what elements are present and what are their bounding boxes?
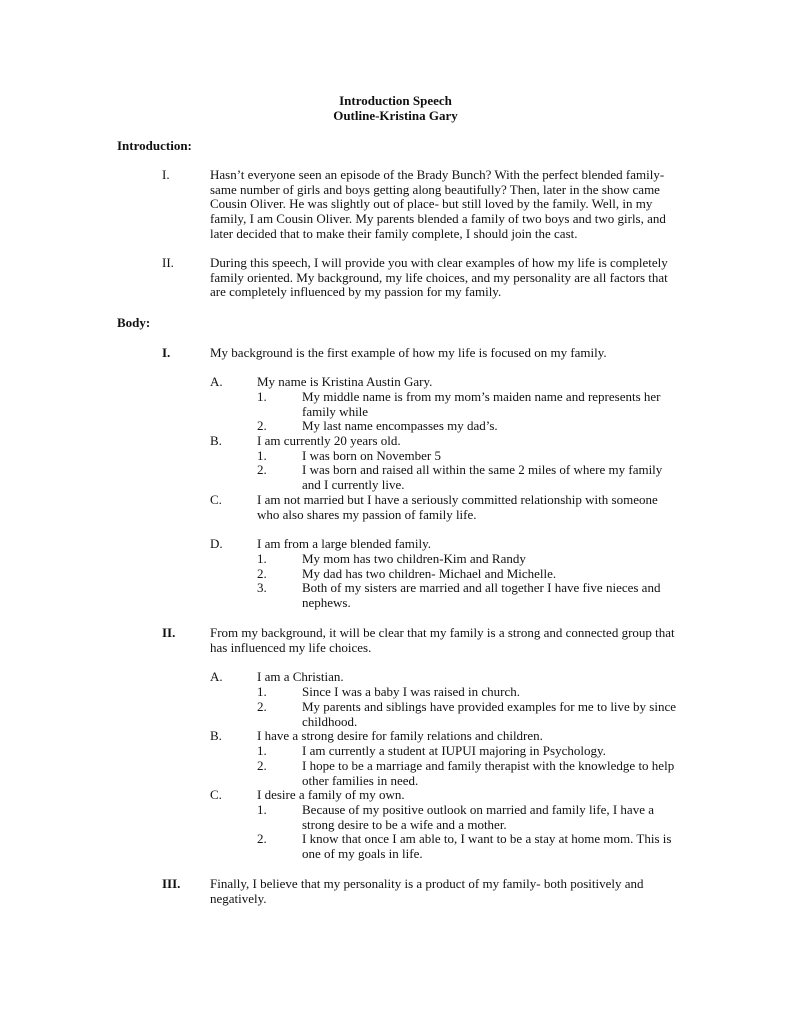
document-subtitle: Outline-Kristina Gary <box>333 108 458 123</box>
subpoint-label: 3. <box>257 580 267 595</box>
subpoint-text: My parents and siblings have provided examples for me to live by since childhood. <box>302 699 677 729</box>
intro-item-text: During this speech, I will provide you with clear examples of how my life is completely family oriented. My background, my life choices, and my personality are all factors that are completely influenced by my passion for my family. <box>210 255 668 300</box>
point-label: D. <box>210 536 223 551</box>
point-label: C. <box>210 492 222 507</box>
subpoint-text: My dad has two children- Michael and Michelle. <box>302 566 557 581</box>
subpoint-text: Because of my positive outlook on married and family life, I have a strong desire to be a wife and a mother. <box>302 802 654 832</box>
subpoint-label: 1. <box>257 448 267 463</box>
point-label: A. <box>210 669 223 684</box>
point-text: I am a Christian. <box>257 669 344 684</box>
subpoint-label: 1. <box>257 684 267 699</box>
subpoint-text: I was born and raised all within the same 2 miles of where my family and I currently live. <box>302 462 663 492</box>
body-section-text: My background is the first example of how my life is focused on my family. <box>210 345 607 360</box>
point-text: My name is Kristina Austin Gary. <box>257 374 433 389</box>
body-section-label: I. <box>162 345 171 360</box>
intro-item-text: Hasn’t everyone seen an episode of the Brady Bunch? With the perfect blended family-same number of girls and boys getting along beautifully? Then, later in the show came Cousin Oliver. He was slightly out of place- but still loved by the family. Well, in my family, I am Cousin Oliver. My parents blended a family of two boys and two girls, and later decided that to make their family complete, I should join the cast. <box>210 167 666 241</box>
point-text: I am currently 20 years old. <box>257 433 401 448</box>
subpoint-text: I am currently a student at IUPUI majoring in Psychology. <box>302 743 606 758</box>
subpoint-text: My mom has two children-Kim and Randy <box>302 551 526 566</box>
subpoint-label: 1. <box>257 802 267 817</box>
subpoint-label: 1. <box>257 551 267 566</box>
subpoint-label: 2. <box>257 462 267 477</box>
subpoint-text: I hope to be a marriage and family therapist with the knowledge to help other families in need. <box>302 758 675 788</box>
point-text: I am from a large blended family. <box>257 536 431 551</box>
point-label: A. <box>210 374 223 389</box>
subpoint-label: 2. <box>257 831 267 846</box>
subpoint-label: 2. <box>257 566 267 581</box>
subpoint-label: 2. <box>257 418 267 433</box>
body-section-label: II. <box>162 625 176 640</box>
body-section-text: Finally, I believe that my personality is a product of my family- both positively and negatively. <box>210 876 644 906</box>
point-label: C. <box>210 787 222 802</box>
document-title: Introduction Speech <box>339 93 452 108</box>
point-text: I have a strong desire for family relations and children. <box>257 728 543 743</box>
subpoint-text: Both of my sisters are married and all together I have five nieces and nephews. <box>302 580 661 610</box>
introduction-heading: Introduction: <box>117 138 192 153</box>
subpoint-text: My middle name is from my mom’s maiden name and represents her family while <box>302 389 661 419</box>
body-heading: Body: <box>117 315 151 330</box>
subpoint-text: My last name encompasses my dad’s. <box>302 418 498 433</box>
point-text: I desire a family of my own. <box>257 787 405 802</box>
subpoint-label: 1. <box>257 743 267 758</box>
point-text: I am not married but I have a seriously committed relationship with someone who also shares my passion of family life. <box>257 492 658 522</box>
intro-item-label: I. <box>162 167 170 182</box>
subpoint-label: 2. <box>257 758 267 773</box>
subpoint-label: 1. <box>257 389 267 404</box>
body-section-label: III. <box>162 876 181 891</box>
body-section-text: From my background, it will be clear that my family is a strong and connected group that has influenced my life choices. <box>210 625 675 655</box>
intro-item-label: II. <box>162 255 174 270</box>
point-label: B. <box>210 433 222 448</box>
subpoint-label: 2. <box>257 699 267 714</box>
point-label: B. <box>210 728 222 743</box>
subpoint-text: Since I was a baby I was raised in church. <box>302 684 521 699</box>
subpoint-text: I was born on November 5 <box>302 448 441 463</box>
subpoint-text: I know that once I am able to, I want to be a stay at home mom. This is one of my goals in life. <box>302 831 672 861</box>
